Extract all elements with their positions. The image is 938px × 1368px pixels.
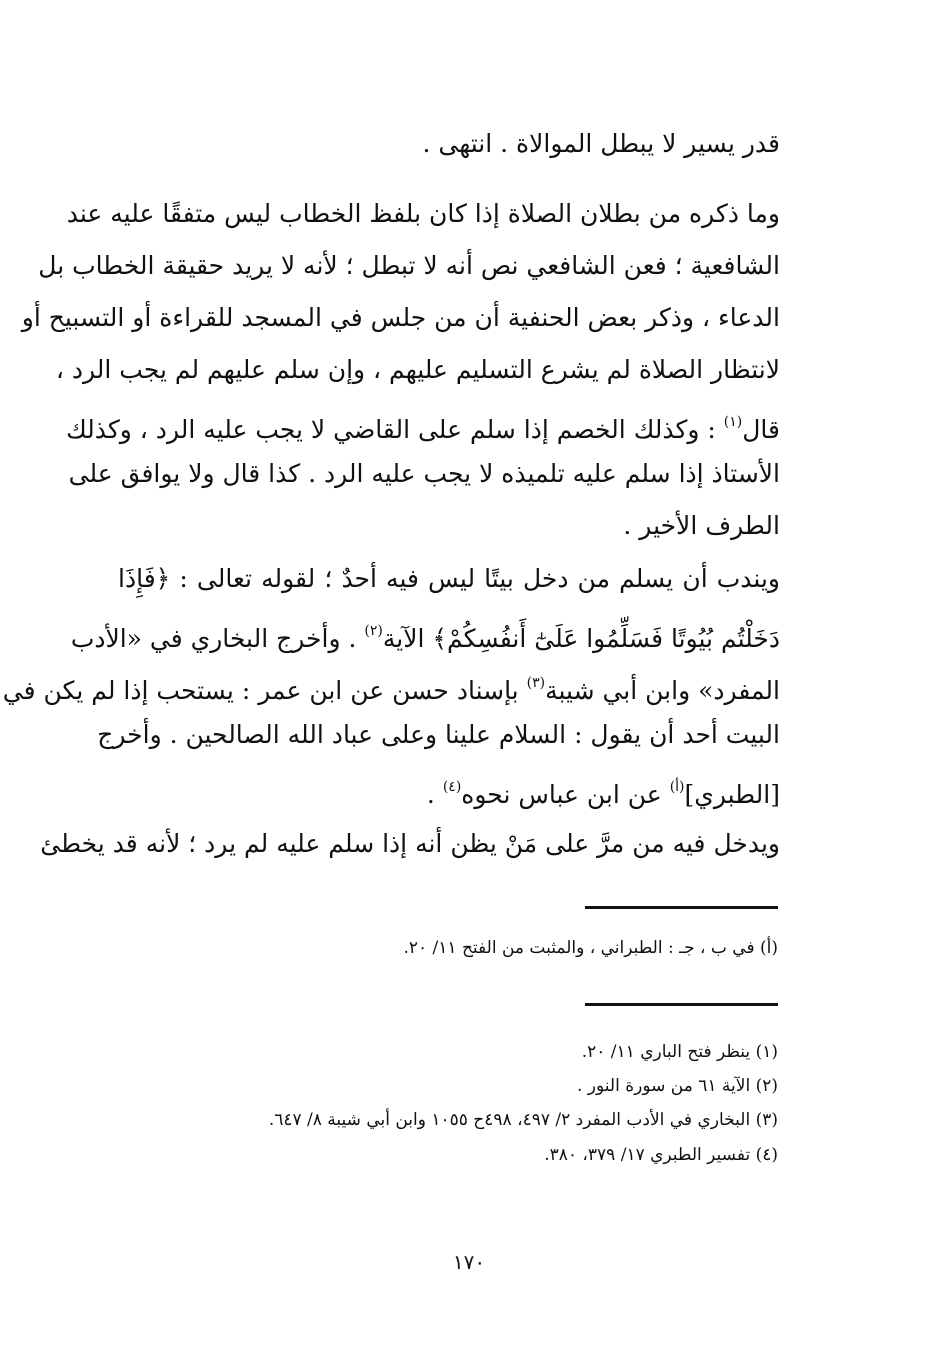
variant-marker-a: (أ) bbox=[669, 779, 685, 795]
text-segment: قال bbox=[742, 415, 780, 444]
separator-rule bbox=[585, 906, 778, 909]
text-line: ويدخل فيه من مرَّ على مَنْ يظن أنه إذا سلم عليه لم يرد ؛ لأنه قد يخطئ bbox=[40, 829, 780, 858]
text-line: لانتظار الصلاة لم يشرع التسليم عليهم ، وإن سلم عليهم لم يجب الرد ، bbox=[55, 355, 780, 384]
page-number: ١٧٠ bbox=[452, 1250, 486, 1274]
variant-note: (أ) في ب ، جـ : الطبراني ، والمثبت من الفتح ١١/ ٢٠. bbox=[403, 938, 778, 958]
text-segment: . bbox=[426, 780, 435, 809]
text-line: الطرف الأخير . bbox=[623, 511, 780, 540]
text-line-with-footnote bbox=[70, 605, 780, 657]
paragraph-2 bbox=[21, 188, 780, 552]
text-segment: بإسناد حسن عن ابن عمر : يستحب إذا لم يكن في bbox=[2, 676, 519, 705]
paragraph-3 bbox=[2, 553, 780, 813]
paragraph-1 bbox=[118, 118, 780, 170]
text-line: ويندب أن يسلم من دخل بيتًا ليس فيه أحدٌ ؛ لقوله تعالى : ﴿فَإِذَا bbox=[118, 564, 780, 593]
footnote-marker-2: (٢) bbox=[364, 623, 383, 639]
text-line: البيت أحد أن يقول : السلام علينا وعلى عباد الله الصالحين . وأخرج bbox=[97, 720, 780, 749]
footnote-marker-4: (٤) bbox=[442, 779, 462, 795]
text-segment: : وكذلك الخصم إذا سلم على القاضي لا يجب عليه الرد ، وكذلك bbox=[66, 415, 716, 444]
text-segment: المفرد» وابن أبي شيبة bbox=[545, 676, 780, 705]
text-line: الدعاء ، وذكر بعض الحنفية أن من جلس في المسجد للقراءة أو التسبيح أو bbox=[21, 303, 780, 332]
footnote-1: (١) ينظر فتح الباري ١١/ ٢٠. bbox=[581, 1042, 778, 1062]
text-line-with-footnote bbox=[2, 657, 780, 709]
text-line: قدر يسير لا يبطل الموالاة . انتهى . bbox=[422, 129, 780, 158]
text-line: الأستاذ إذا سلم عليه تلميذه لا يجب عليه الرد . كذا قال ولا يوافق على bbox=[68, 459, 780, 488]
text-segment: [الطبري] bbox=[684, 780, 780, 809]
paragraph-4 bbox=[40, 818, 780, 870]
text-line-with-footnote bbox=[66, 396, 780, 448]
scan-edge-mark bbox=[930, 1240, 932, 1270]
text-line: الشافعية ؛ فعن الشافعي نص أنه لا تبطل ؛ لأنه لا يريد حقيقة الخطاب بل bbox=[38, 251, 780, 280]
text-line: وما ذكره من بطلان الصلاة إذا كان بلفظ الخطاب ليس متفقًا عليه عند bbox=[66, 199, 780, 228]
footnote-4: (٤) تفسير الطبري ١٧/ ٣٧٩، ٣٨٠. bbox=[544, 1145, 778, 1165]
text-segment: عن ابن عباس نحوه bbox=[461, 780, 662, 809]
footnote-3: (٣) البخاري في الأدب المفرد ٢/ ٤٩٧، ٤٩٨ح ١٠٥٥ وابن أبي شيبة ٨/ ٦٤٧. bbox=[268, 1110, 778, 1130]
text-line-with-footnote bbox=[118, 761, 780, 813]
footnote-marker-3: (٣) bbox=[526, 675, 546, 691]
quran-verse: دَخَلْتُم بُيُوتًا فَسَلِّمُوا عَلَىٰٓ أَنفُسِكُمْ﴾ الآية bbox=[382, 624, 780, 653]
text-segment: . وأخرج البخاري في «الأدب bbox=[70, 624, 357, 653]
footnote-2: (٢) الآية ٦١ من سورة النور . bbox=[577, 1076, 778, 1096]
separator-rule bbox=[585, 1003, 778, 1006]
footnote-marker-1: (١) bbox=[723, 414, 743, 430]
